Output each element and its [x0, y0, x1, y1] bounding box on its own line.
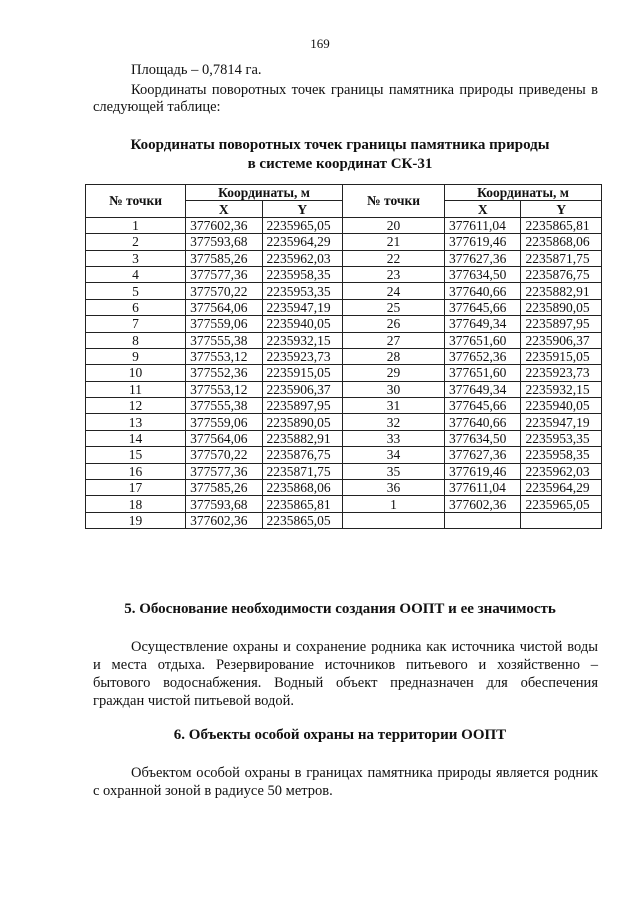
- y-value: 2235865,81: [521, 217, 602, 233]
- header-y-left: Y: [262, 201, 343, 217]
- table-row: [86, 217, 602, 233]
- y-value: 2235962,03: [262, 250, 343, 266]
- y-value: 2235923,73: [262, 348, 343, 364]
- point-number: 36: [343, 480, 445, 496]
- table-row: [86, 381, 602, 397]
- y-value: 2235890,05: [262, 414, 343, 430]
- point-number: 26: [343, 316, 445, 332]
- table-row: [86, 398, 602, 414]
- x-value: 377640,66: [445, 283, 521, 299]
- y-value: 2235882,91: [262, 430, 343, 446]
- y-value: 2235882,91: [521, 283, 602, 299]
- x-value: [445, 512, 521, 528]
- x-value: 377649,34: [445, 316, 521, 332]
- point-number: 10: [86, 365, 186, 381]
- section5-text: Осуществление охраны и сохранение родника как источника чистой воды и места отдыха. Резервирование источников питьевого и хозяйственно – бытового водоснабжения. Водный объект предназначен для обеспечения граждан чистой питьевой водой.: [93, 639, 598, 709]
- x-value: 377564,06: [186, 430, 262, 446]
- table-row: [86, 250, 602, 266]
- table-row: [86, 447, 602, 463]
- y-value: 2235871,75: [521, 250, 602, 266]
- y-value: 2235962,03: [521, 463, 602, 479]
- x-value: 377640,66: [445, 414, 521, 430]
- point-number: 30: [343, 381, 445, 397]
- header-x-right: X: [445, 201, 521, 217]
- x-value: 377593,68: [186, 496, 262, 512]
- y-value: 2235865,81: [262, 496, 343, 512]
- point-number: 34: [343, 447, 445, 463]
- table-row: [86, 480, 602, 496]
- point-number: 35: [343, 463, 445, 479]
- point-number: 21: [343, 234, 445, 250]
- x-value: 377651,60: [445, 332, 521, 348]
- x-value: 377559,06: [186, 414, 262, 430]
- header-coords-right: Координаты, м: [445, 185, 602, 201]
- section6-text: Объектом особой охраны в границах памятника природы является родник с охранной зоной в радиусе 50 метров.: [93, 765, 598, 799]
- y-value: 2235965,05: [262, 217, 343, 233]
- point-number: 29: [343, 365, 445, 381]
- x-value: 377619,46: [445, 463, 521, 479]
- x-value: 377553,12: [186, 381, 262, 397]
- table-row: [86, 299, 602, 315]
- y-value: 2235964,29: [521, 480, 602, 496]
- point-number: 12: [86, 398, 186, 414]
- table-row: [86, 430, 602, 446]
- point-number: 14: [86, 430, 186, 446]
- x-value: 377649,34: [445, 381, 521, 397]
- x-value: 377570,22: [186, 447, 262, 463]
- table-row: [86, 414, 602, 430]
- y-value: 2235940,05: [521, 398, 602, 414]
- intro-paragraph: Координаты поворотных точек границы памятника природы приведены в следующей таблице:: [93, 82, 598, 115]
- table-row: [86, 348, 602, 364]
- x-value: 377553,12: [186, 348, 262, 364]
- point-number: 1: [343, 496, 445, 512]
- y-value: 2235915,05: [521, 348, 602, 364]
- y-value: 2235876,75: [521, 266, 602, 282]
- y-value: 2235964,29: [262, 234, 343, 250]
- page-number: 169: [310, 36, 330, 51]
- point-number: 16: [86, 463, 186, 479]
- table-row: [86, 332, 602, 348]
- y-value: 2235871,75: [262, 463, 343, 479]
- point-number: 15: [86, 447, 186, 463]
- y-value: 2235890,05: [521, 299, 602, 315]
- header-coords-left: Координаты, м: [186, 185, 343, 201]
- x-value: 377564,06: [186, 299, 262, 315]
- point-number: 1: [86, 217, 186, 233]
- point-number: 17: [86, 480, 186, 496]
- point-number: 22: [343, 250, 445, 266]
- table-row: [86, 283, 602, 299]
- x-value: 377602,36: [186, 217, 262, 233]
- x-value: 377555,38: [186, 398, 262, 414]
- y-value: 2235958,35: [262, 266, 343, 282]
- x-value: 377611,04: [445, 480, 521, 496]
- section5-heading: 5. Обоснование необходимости создания ООПТ и ее значимость: [124, 601, 556, 617]
- table-title-line2: в системе координат СК-31: [247, 156, 433, 172]
- table-row: [86, 234, 602, 250]
- point-number: 13: [86, 414, 186, 430]
- y-value: 2235953,35: [262, 283, 343, 299]
- table-row: [86, 266, 602, 282]
- point-number: 32: [343, 414, 445, 430]
- x-value: 377602,36: [186, 512, 262, 528]
- y-value: 2235897,95: [262, 398, 343, 414]
- x-value: 377619,46: [445, 234, 521, 250]
- point-number: [343, 512, 445, 528]
- point-number: 27: [343, 332, 445, 348]
- x-value: 377627,36: [445, 447, 521, 463]
- point-number: 5: [86, 283, 186, 299]
- x-value: 377555,38: [186, 332, 262, 348]
- table-row: [86, 316, 602, 332]
- y-value: 2235940,05: [262, 316, 343, 332]
- x-value: 377552,36: [186, 365, 262, 381]
- header-point-right: № точки: [343, 185, 445, 218]
- point-number: 6: [86, 299, 186, 315]
- table-row: [86, 365, 602, 381]
- y-value: 2235947,19: [521, 414, 602, 430]
- point-number: 7: [86, 316, 186, 332]
- x-value: 377627,36: [445, 250, 521, 266]
- y-value: 2235865,05: [262, 512, 343, 528]
- point-number: 33: [343, 430, 445, 446]
- y-value: 2235868,06: [262, 480, 343, 496]
- point-number: 31: [343, 398, 445, 414]
- x-value: 377602,36: [445, 496, 521, 512]
- y-value: 2235915,05: [262, 365, 343, 381]
- point-number: 9: [86, 348, 186, 364]
- table-row: [86, 496, 602, 512]
- point-number: 25: [343, 299, 445, 315]
- point-number: 20: [343, 217, 445, 233]
- x-value: 377559,06: [186, 316, 262, 332]
- x-value: 377645,66: [445, 299, 521, 315]
- x-value: 377652,36: [445, 348, 521, 364]
- point-number: 8: [86, 332, 186, 348]
- x-value: 377585,26: [186, 250, 262, 266]
- point-number: 28: [343, 348, 445, 364]
- table-title-line1: Координаты поворотных точек границы памятника природы: [130, 137, 550, 153]
- point-number: 11: [86, 381, 186, 397]
- x-value: 377570,22: [186, 283, 262, 299]
- point-number: 4: [86, 266, 186, 282]
- header-x-left: X: [186, 201, 262, 217]
- point-number: 2: [86, 234, 186, 250]
- section6-heading: 6. Объекты особой охраны на территории ООПТ: [173, 727, 507, 743]
- y-value: 2235947,19: [262, 299, 343, 315]
- point-number: 3: [86, 250, 186, 266]
- y-value: 2235906,37: [521, 332, 602, 348]
- x-value: 377634,50: [445, 430, 521, 446]
- y-value: 2235958,35: [521, 447, 602, 463]
- x-value: 377651,60: [445, 365, 521, 381]
- x-value: 377593,68: [186, 234, 262, 250]
- x-value: 377611,04: [445, 217, 521, 233]
- y-value: 2235897,95: [521, 316, 602, 332]
- point-number: 24: [343, 283, 445, 299]
- point-number: 23: [343, 266, 445, 282]
- point-number: 19: [86, 512, 186, 528]
- y-value: 2235923,73: [521, 365, 602, 381]
- point-number: 18: [86, 496, 186, 512]
- y-value: [521, 512, 602, 528]
- x-value: 377585,26: [186, 480, 262, 496]
- table-row: [86, 512, 602, 528]
- x-value: 377577,36: [186, 266, 262, 282]
- y-value: 2235965,05: [521, 496, 602, 512]
- y-value: 2235953,35: [521, 430, 602, 446]
- y-value: 2235932,15: [521, 381, 602, 397]
- y-value: 2235868,06: [521, 234, 602, 250]
- y-value: 2235876,75: [262, 447, 343, 463]
- header-y-right: Y: [521, 201, 602, 217]
- y-value: 2235932,15: [262, 332, 343, 348]
- table-row: [86, 463, 602, 479]
- x-value: 377577,36: [186, 463, 262, 479]
- x-value: 377645,66: [445, 398, 521, 414]
- y-value: 2235906,37: [262, 381, 343, 397]
- header-point-left: № точки: [86, 185, 186, 218]
- x-value: 377634,50: [445, 266, 521, 282]
- area-line: Площадь – 0,7814 га.: [131, 62, 262, 78]
- coordinates-table: [85, 184, 602, 529]
